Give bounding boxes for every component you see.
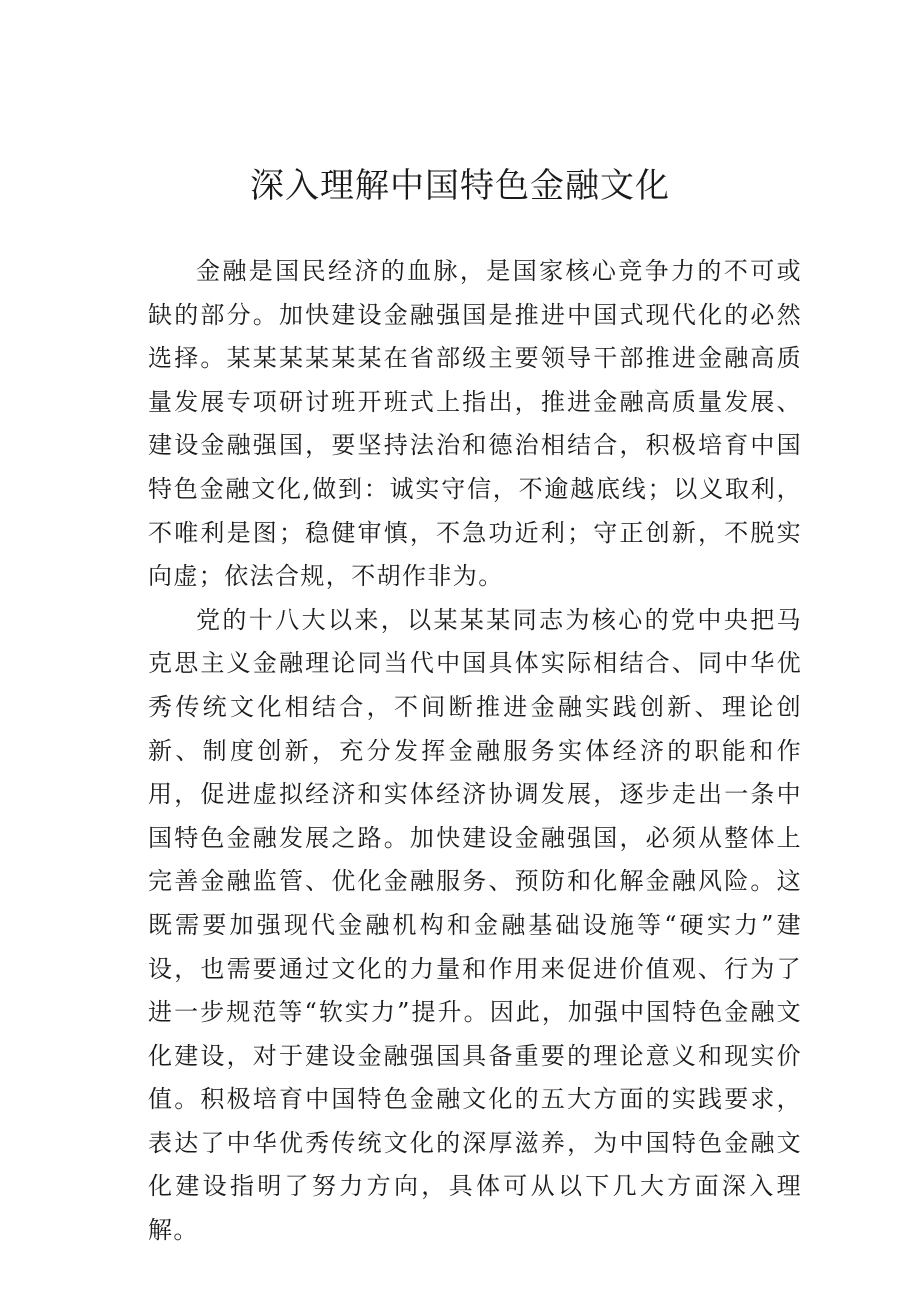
document-title: 深入理解中国特色金融文化 [250, 166, 670, 206]
paragraph-1: 金融是国民经济的血脉，是国家核心竞争力的不可或缺的部分。加快建设金融强国是推进中国式现代化的必然选择。某某某某某某在省部级主要领导干部推进金融高质量发展专项研讨班开班式上指出，推进金融高质量发展、建设金融强国，要坚持法治和德治相结合，积极培育中国特色金融文化,做到：诚实守信，不逾越底线；以义取利，不唯利是图；稳健审慎，不急功近利；守正创新，不脱实向虚；依法合规，不胡作非为。 [148, 257, 802, 591]
document-body [148, 250, 802, 1253]
paragraph-2: 党的十八大以来，以某某某同志为核心的党中央把马克思主义金融理论同当代中国具体实际相结合、同中华优秀传统文化相结合，不间断推进金融实践创新、理论创新、制度创新，充分发挥金融服务实体经济的职能和作用，促进虚拟经济和实体经济协调发展，逐步走出一条中国特色金融发展之路。加快建设金融强国，必须从整体上完善金融监管、优化金融服务、预防和化解金融风险。这既需要加强现代金融机构和金融基础设施等“硬实力”建设，也需要通过文化的力量和作用来促进价值观、行为了进一步规范等“软实力”提升。因此，加强中国特色金融文化建设，对于建设金融强国具备重要的理论意义和现实价值。积极培育中国特色金融文化的五大方面的实践要求，表达了中华优秀传统文化的深厚滋养，为中国特色金融文化建设指明了努力方向，具体可从以下几大方面深入理解。 [148, 605, 802, 1245]
